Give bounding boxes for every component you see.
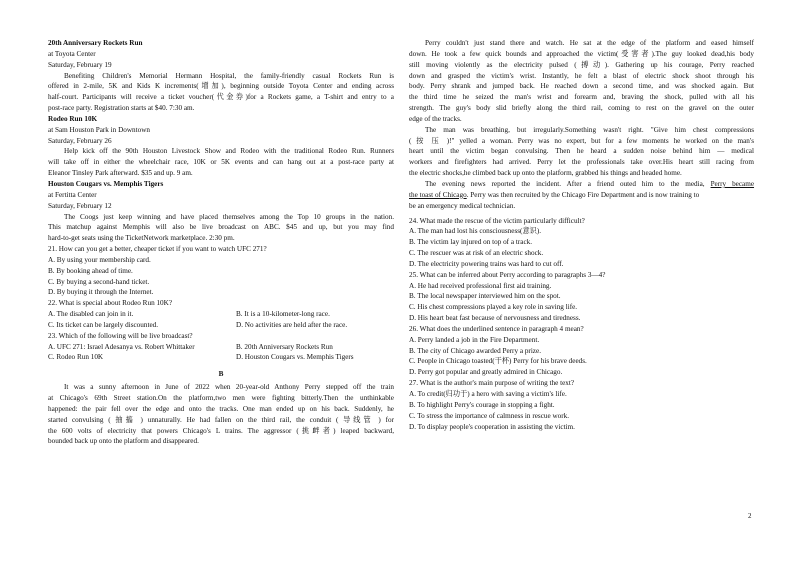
event-text-line: post-race party. Registration starts at $40. 7:30 am. — [48, 104, 195, 113]
question-21: 21. How can you get a better, cheaper ticket if you want to watch UFC 271? — [48, 245, 267, 254]
option: D. The electricity powering trains was hard to cut off. — [409, 259, 564, 268]
option: C. His chest compressions played a key role in saving life. — [409, 303, 578, 312]
option-row — [48, 320, 394, 331]
option: B. The local newspaper interviewed him on the spot. — [409, 292, 561, 301]
option: C. To stress the importance of calmness in rescue work. — [409, 411, 570, 420]
story-line: down. He took a few quick bounds and approached the victim(受害者).The guy looked dead,his body — [409, 49, 754, 58]
story-line: the electric shocks,he climbed back up onto the platform, grabbed his things and headed home. — [409, 169, 682, 178]
story-line: at Chicago's 69th Street station.On the platform,two men were fighting bitterly.Then the unthinkable — [48, 394, 394, 402]
option: C. By buying a second-hand ticket. — [48, 277, 150, 286]
option: B. By booking ahead of time. — [48, 266, 133, 275]
event-date: Saturday, February 19 — [48, 60, 112, 69]
left-column — [48, 38, 394, 447]
option: D. Houston Cougars vs. Memphis Tigers — [236, 353, 354, 362]
option: C. The rescuer was at risk of an electric shock. — [409, 249, 544, 258]
option: B. 20th Anniversary Rockets Run — [236, 342, 333, 351]
event-text-line: This matchup against Memphis will also be live broadcast on ABC. $45 and up, but you may find — [48, 223, 394, 232]
story-line: the third time he seized the man's wrist and forearm and, braving the shock, pulled with all his — [409, 93, 754, 102]
event-text-line: Eleanor Tinsley Park afterward. $35 and up. 9 am. — [48, 169, 193, 178]
option: C. Rodeo Run 10K — [48, 353, 104, 362]
story-line: Perry couldn't just stand there and watch. He sat at the edge of the platform and eased himself — [425, 39, 754, 47]
event-date: Saturday, February 12 — [48, 201, 112, 210]
story-line: bounded back up onto the platform and disappeared. — [48, 437, 199, 446]
question-26: 26. What does the underlined sentence in paragraph 4 mean? — [409, 324, 584, 333]
option: B. The city of Chicago awarded Perry a prize. — [409, 346, 541, 355]
story-line — [409, 190, 754, 201]
option: C. Its ticket can be largely discounted. — [48, 320, 159, 329]
story-line: strength. The guy's body slid briefly along the third rail, coming to rest on the gravel on the outer — [409, 104, 754, 113]
option: A. To credit(归功于) a hero with saving a victim's life. — [409, 390, 567, 398]
story-line: It was a sunny afternoon in June of 2022 when 20-year-old Anthony Perry stepped off the train — [64, 383, 394, 392]
option: C. People in Chicago toasted(干杯) Perry for his brave deeds. — [409, 357, 587, 366]
option-row — [48, 342, 394, 353]
question-22: 22. What is special about Rodeo Run 10K? — [48, 299, 173, 308]
event-text-line: offered in 2-mile, 5K and Kids K increments(增加), beginning outside Toyota Center and ending across — [48, 82, 394, 91]
story-line: the 600 volts of electricity that powers Chicago's L trains. The aggressor (挑衅者) leaped backward, — [48, 426, 394, 435]
event-text-line: will take off in either the wheelchair race, 10K or 5K events and can hang out at a post-race party at — [48, 158, 394, 167]
story-line: still moving violently as the electricity pulsed (搏动). Gathering up his courage, Perry reached — [409, 60, 754, 69]
story-line: body. Perry shrank and jumped back. He reached down a second time, and was shocked again. But — [409, 82, 754, 91]
event-venue: at Fertitta Center — [48, 190, 97, 199]
event-text-line: The Coogs just keep winning and have placed themselves among the Top 10 groups in the nation. — [64, 212, 394, 221]
option: D. By buying it through the Internet. — [48, 288, 154, 297]
event-text-line: hard-to-get seats using the TicketNetwork marketplace. 2:30 pm. — [48, 234, 235, 243]
event-text-line: Benefiting Children's Memorial Hermann Hospital, the family-friendly casual Rockets Run is — [64, 71, 394, 80]
section-heading: B — [218, 370, 224, 379]
event-date: Saturday, February 26 — [48, 136, 112, 145]
question-27: 27. What is the author's main purpose of writing the text? — [409, 379, 575, 388]
event-text-line: half-court. Participants will receive a ticket voucher(代金券)for a Rockets game, a T-shirt and entry to a — [48, 93, 394, 102]
option: D. Perry got popular and greatly admired in Chicago. — [409, 368, 563, 377]
story-line: ( 按 压 )!" yelled a woman. Perry was no expert, but for a few moments he worked on the man's — [409, 136, 754, 145]
option: D. His heart beat fast because of nervousness and tiredness. — [409, 314, 581, 323]
story-line: edge of the tracks. — [409, 114, 462, 123]
option: D. No activities are held after the race. — [236, 320, 348, 329]
story-line: heart until the victim began convulsing. Then he heard a sudden noise behind him — medical — [409, 147, 754, 156]
option: A. He had received professional first aid training. — [409, 281, 552, 290]
option: A. The disabled can join in it. — [48, 310, 134, 319]
option: A. By using your membership card. — [48, 255, 151, 264]
story-line: be an emergency medical technician. — [409, 201, 516, 210]
option: B. The victim lay injured on top of a track. — [409, 238, 533, 247]
event-title: Houston Cougars vs. Memphis Tigers — [48, 179, 164, 188]
option-row — [48, 352, 394, 363]
event-venue: at Toyota Center — [48, 49, 96, 58]
event-title: 20th Anniversary Rockets Run — [48, 39, 143, 47]
option: A. UFC 271: Israel Adesanya vs. Robert Whittaker — [48, 342, 195, 351]
story-line: The man was breathing, but irregularly.Something wasn't right. "Give him chest compressions — [425, 125, 754, 134]
question-24: 24. What made the rescue of the victim particularly difficult? — [409, 216, 585, 225]
story-text: The evening news reported the incident. After a friend outed him to the media, — [425, 179, 705, 188]
option: B. To highlight Perry's courage in stopping a fight. — [409, 400, 555, 409]
right-column — [409, 38, 754, 432]
option: A. Perry landed a job in the Fire Department. — [409, 335, 540, 344]
option-row — [48, 309, 394, 320]
story-line: workers and firefighters had arrived. Perry let the professionals take over.His heart still racing from — [409, 158, 754, 167]
underlined-sentence: the toast of Chicago — [409, 190, 467, 199]
event-title: Rodeo Run 10K — [48, 114, 98, 123]
option: B. It is a 10-kilometer-long race. — [236, 310, 330, 319]
page-number: 2 — [748, 512, 752, 520]
option: A. The man had lost his consciousness(意识). — [409, 227, 542, 236]
event-venue: at Sam Houston Park in Downtown — [48, 125, 151, 134]
option: D. To display people's cooperation in assisting the victim. — [409, 422, 575, 431]
story-line: happened: the pair fell over the edge and onto the tracks. One man ended up on his back. Suddenly, he — [48, 404, 394, 413]
story-line: down and grasped the victim's wrist. Instantly, he felt a blast of electric shock shoot through his — [409, 71, 754, 80]
story-line — [409, 179, 754, 190]
question-23: 23. Which of the following will be live broadcast? — [48, 331, 193, 340]
question-25: 25. What can be inferred about Perry according to paragraphs 3—4? — [409, 270, 606, 279]
underlined-sentence: Perry became — [710, 179, 755, 188]
event-text-line: Help kick off the 90th Houston Livestock Show and Rodeo with the traditional Rodeo Run. Runners — [64, 147, 394, 156]
story-text: . Perry was then recruited by the Chicago Fire Department and is now training to — [466, 190, 700, 199]
story-line: started convulsing ( 抽搐 ) unnaturally. He had fallen on the third rail, the conduit ( 导线管 ) for — [48, 415, 394, 424]
